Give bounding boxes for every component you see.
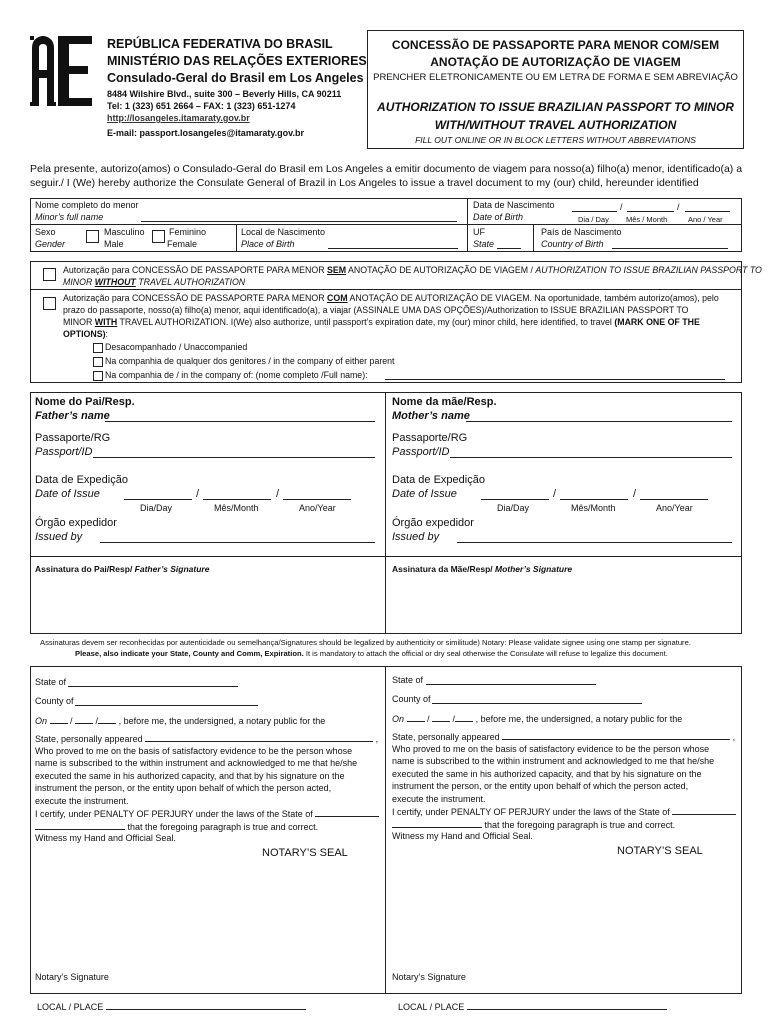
mother-passport-label-en: Passport/ID	[392, 446, 450, 458]
father-issue-day-field[interactable]	[124, 488, 192, 500]
option-without-checkbox[interactable]	[43, 268, 56, 281]
female-checkbox[interactable]	[152, 230, 165, 243]
mother-issue-label-en: Date of Issue	[392, 488, 457, 500]
father-day-caption: Dia/Day	[140, 503, 173, 513]
header-phone: Tel: 1 (323) 651 2664 – FAX: 1 (323) 651-1274	[107, 101, 296, 111]
state-label-en: State	[473, 239, 495, 249]
father-issuer-label-pt: Órgão expedidor	[35, 517, 117, 529]
notary-right-foregoing: that the foregoing paragraph is true and correct.	[392, 819, 675, 830]
notary-left-state: State of	[35, 677, 67, 687]
mother-issue-day-field[interactable]	[481, 488, 549, 500]
notary-right-p1: Who proved to me on the basis of satisfactory evidence to be the person whose	[392, 744, 710, 754]
father-passport-label-pt: Passaporte/RG	[35, 432, 111, 444]
dob-year-field[interactable]	[685, 201, 730, 212]
notary-right-p4: instrument the person, or the entity upon behalf of which the person acted,	[392, 781, 689, 791]
title-instruction-en: FILL OUT ONLINE OR IN BLOCK LETTERS WITHOUT ABBREVIATIONS	[415, 135, 696, 145]
header-address: 8484 Wilshire Blvd., suite 300 – Beverly Hills, CA 90211	[107, 89, 342, 99]
male-checkbox[interactable]	[86, 230, 99, 243]
notary-left-signature: Notary’s Signature	[35, 972, 109, 982]
mother-year-caption: Ano/Year	[656, 503, 693, 513]
male-label-pt: Masculino	[104, 227, 145, 237]
father-issuer-field[interactable]	[100, 531, 375, 543]
mother-issue-year-field[interactable]	[640, 488, 708, 500]
mother-passport-field[interactable]	[450, 446, 732, 458]
mother-name-field[interactable]	[466, 410, 732, 422]
notary-left-perjury: I certify, under PENALTY OF PERJURY under the laws of the State of	[35, 808, 379, 819]
female-label-en: Female	[167, 239, 198, 249]
intro-line-1: Pela presente, autorizo(amos) o Consulado-Geral do Brasil em Los Angeles a emitir documento de viagem para nosso(a) filho(a) menor, identificado(a) a	[30, 163, 743, 175]
mother-issuer-label-pt: Órgão expedidor	[392, 517, 474, 529]
dob-label-pt: Data de Nascimento	[473, 200, 555, 210]
logo	[30, 34, 94, 108]
option-with-line-3: MINOR WITH TRAVEL AUTHORIZATION. I(We) also authorize, until passport’s expiration date, my (our) minor child, here identified, to travel (MARK ONE OF THE	[63, 317, 700, 327]
father-issue-label-en: Date of Issue	[35, 488, 100, 500]
father-issue-label-pt: Data de Expedição	[35, 474, 128, 486]
male-label-en: Male	[104, 239, 124, 249]
father-month-caption: Mês/Month	[214, 503, 259, 513]
mother-issuer-label-en: Issued by	[392, 531, 440, 543]
female-label-pt: Feminino	[169, 227, 207, 237]
cob-label-en: Country of Birth	[541, 239, 604, 249]
notary-left-county: County of	[35, 696, 74, 706]
notary-right-p5: execute the instrument.	[392, 794, 486, 804]
local-place-left: LOCAL / PLACE	[37, 1001, 306, 1012]
title-pt-1: CONCESSÃO DE PASSAPORTE PARA MENOR COM/SEM	[391, 38, 720, 52]
notary-right-county: County of	[392, 694, 431, 704]
unaccompanied-checkbox[interactable]	[93, 343, 103, 353]
father-passport-field[interactable]	[93, 446, 375, 458]
notary-right-perjury: I certify, under PENALTY OF PERJURY under the laws of the State of	[392, 806, 736, 817]
notary-left-seal: NOTARY’S SEAL	[262, 847, 348, 859]
notary-right-signature: Notary’s Signature	[392, 972, 466, 982]
mother-month-caption: Mês/Month	[571, 503, 616, 513]
notary-left-p4: instrument the person, or the entity upon behalf of which the person acted,	[35, 783, 332, 793]
sex-label-en: Gender	[35, 239, 66, 249]
minor-name-field[interactable]	[141, 211, 457, 222]
option-with-line-1: Autorização para CONCESSÃO DE PASSAPORTE PARA MENOR COM ANOTAÇÃO DE AUTORIZAÇÃO DE VIAGEM. Na oportunidade, também autorizo(amos), pelo	[63, 293, 719, 303]
option-without-line-2: MINOR WITHOUT TRAVEL AUTHORIZATION	[63, 277, 246, 287]
notary-right-witness: Witness my Hand and Official Seal.	[392, 831, 533, 841]
father-signature-label: Assinatura do Pai/Resp/ Father’s Signature	[35, 564, 210, 574]
cob-field[interactable]	[612, 238, 728, 249]
mother-signature-area[interactable]	[386, 576, 741, 633]
father-name-label-pt: Nome do Pai/Resp.	[35, 396, 135, 408]
company-of-label: Na companhia de / in the company of: (nome completo /Full name):	[105, 370, 368, 380]
local-place-right: LOCAL / PLACE	[398, 1001, 667, 1012]
either-parent-label: Na companhia de qualquer dos genitores / in the company of either parent	[105, 356, 395, 366]
mother-issuer-field[interactable]	[457, 531, 732, 543]
pob-label-pt: Local de Nascimento	[241, 227, 326, 237]
notary-right-personally: State, personally appeared ,	[392, 732, 736, 742]
mother-issue-month-field[interactable]	[560, 488, 628, 500]
father-year-caption: Ano/Year	[299, 503, 336, 513]
option-with-line-2: prazo do passaporte, nosso(a) filho(a) menor, aqui identificado(a), a viajar (ASSINALE UMA DAS OPÇÕES)/Authorization to ISSUE BRAZILIAN PASSPORT TO	[63, 305, 689, 315]
father-passport-label-en: Passport/ID	[35, 446, 93, 458]
title-en-2: WITH/WITHOUT TRAVEL AUTHORIZATION	[434, 118, 677, 132]
father-issue-month-field[interactable]	[203, 488, 271, 500]
notary-left-p1: Who proved to me on the basis of satisfactory evidence to be the person whose	[35, 746, 353, 756]
ae-logo-icon	[30, 34, 94, 108]
header-ministry: MINISTÉRIO DAS RELAÇÕES EXTERIORES	[107, 54, 367, 68]
notary-right-county-field[interactable]	[432, 693, 642, 704]
dob-day-field[interactable]	[572, 201, 617, 212]
sex-label-pt: Sexo	[35, 227, 56, 237]
mother-name-label-en: Mother’s name	[392, 410, 470, 422]
notary-left-on: On / / , before me, the undersigned, a notary public for the	[35, 716, 326, 726]
company-of-field[interactable]	[385, 369, 725, 380]
notary-right-p2: name is subscribed to the within instrument and acknowledged to me that he/she	[392, 756, 715, 766]
header-website[interactable]: http://losangeles.itamaraty.gov.br	[107, 113, 250, 123]
dob-label-en: Date of Birth	[473, 212, 524, 222]
notary-left-witness: Witness my Hand and Official Seal.	[35, 833, 176, 843]
notary-right-state: State of	[392, 675, 424, 685]
mother-signature-label: Assinatura da Mãe/Resp/ Mother’s Signature	[392, 564, 573, 574]
notary-left-county-field[interactable]	[75, 695, 258, 706]
dob-month-caption: Mês / Month	[626, 215, 668, 224]
title-instruction-pt: PRENCHER ELETRONICAMENTE OU EM LETRA DE FORMA E SEM ABREVIAÇÃO	[373, 72, 738, 83]
notary-left-foregoing: that the foregoing paragraph is true and correct.	[35, 821, 318, 832]
notary-right-on: On / / , before me, the undersigned, a notary public for the	[392, 714, 683, 724]
notary-left-p3: executed the same in his authorized capacity, and that by his signature on the	[35, 771, 345, 781]
dob-month-field[interactable]	[627, 201, 674, 212]
pob-field[interactable]	[328, 238, 458, 249]
header-consulate: Consulado-Geral do Brasil em Los Angeles	[107, 71, 364, 85]
notary-left-state-field[interactable]	[68, 676, 238, 687]
minor-name-label-pt: Nome completo do menor	[35, 200, 139, 210]
minor-name-label-en: Minor’s full name	[35, 212, 104, 222]
title-en-1: AUTHORIZATION TO ISSUE BRAZILIAN PASSPORT TO MINOR	[377, 100, 734, 114]
notary-right-seal: NOTARY’S SEAL	[617, 845, 703, 857]
notary-left-p5: execute the instrument.	[35, 796, 129, 806]
option-with-checkbox[interactable]	[43, 297, 56, 310]
father-issue-year-field[interactable]	[283, 488, 351, 500]
state-label-pt: UF	[473, 227, 485, 237]
option-with-line-4: OPTIONS):	[63, 329, 108, 339]
dob-day-caption: Dia / Day	[578, 215, 609, 224]
option-without-line-1: Autorização para CONCESSÃO DE PASSAPORTE PARA MENOR SEM ANOTAÇÃO DE AUTORIZAÇÃO DE VIAGEM / AUTHORIZATION TO ISSUE BRAZILIAN PASSPORT TO	[63, 265, 762, 275]
notice-line-2: Please, also indicate your State, County and Comm, Expiration. It is mandatory to attach the official or dry seal otherwise the Consulate will refuse to legalize this document.	[75, 649, 668, 658]
pob-label-en: Place of Birth	[241, 239, 295, 249]
mother-day-caption: Dia/Day	[497, 503, 530, 513]
intro-line-2: seguir./ I (We) hereby authorize the Consulate General of Brazil in Los Angeles to issue a travel document to my (our) child, hereunder identified	[30, 177, 699, 189]
either-parent-checkbox[interactable]	[93, 357, 103, 367]
father-issuer-label-en: Issued by	[35, 531, 83, 543]
cob-label-pt: País de Nascimento	[541, 227, 622, 237]
notary-right-state-field[interactable]	[426, 674, 596, 685]
father-name-label-en: Father’s name	[35, 410, 110, 422]
mother-issue-label-pt: Data de Expedição	[392, 474, 485, 486]
unaccompanied-label: Desacompanhado / Unaccompanied	[105, 342, 248, 352]
header-email: E-mail: passport.losangeles@itamaraty.gov.br	[107, 128, 304, 138]
father-name-field[interactable]	[105, 410, 375, 422]
state-field[interactable]	[497, 238, 521, 249]
title-pt-2: ANOTAÇÃO DE AUTORIZAÇÃO DE VIAGEM	[430, 55, 681, 69]
dob-year-caption: Ano / Year	[688, 215, 723, 224]
notary-left-p2: name is subscribed to the within instrument and acknowledged to me that he/she	[35, 758, 358, 768]
header-country: REPÚBLICA FEDERATIVA DO BRASIL	[107, 37, 333, 51]
company-of-checkbox[interactable]	[93, 371, 103, 381]
notice-line-1: Assinaturas devem ser reconhecidas por autenticidade ou semelhança/Signatures should be legalized by authenticity or similitude) Notary: Please validate signee using one stamp per signature.	[40, 638, 691, 647]
notary-right-p3: executed the same in his authorized capacity, and that by his signature on the	[392, 769, 702, 779]
mother-name-label-pt: Nome da mãe/Resp.	[392, 396, 497, 408]
notary-left-personally: State, personally appeared ,	[35, 734, 379, 744]
father-signature-area[interactable]	[31, 576, 384, 633]
mother-passport-label-pt: Passaporte/RG	[392, 432, 468, 444]
